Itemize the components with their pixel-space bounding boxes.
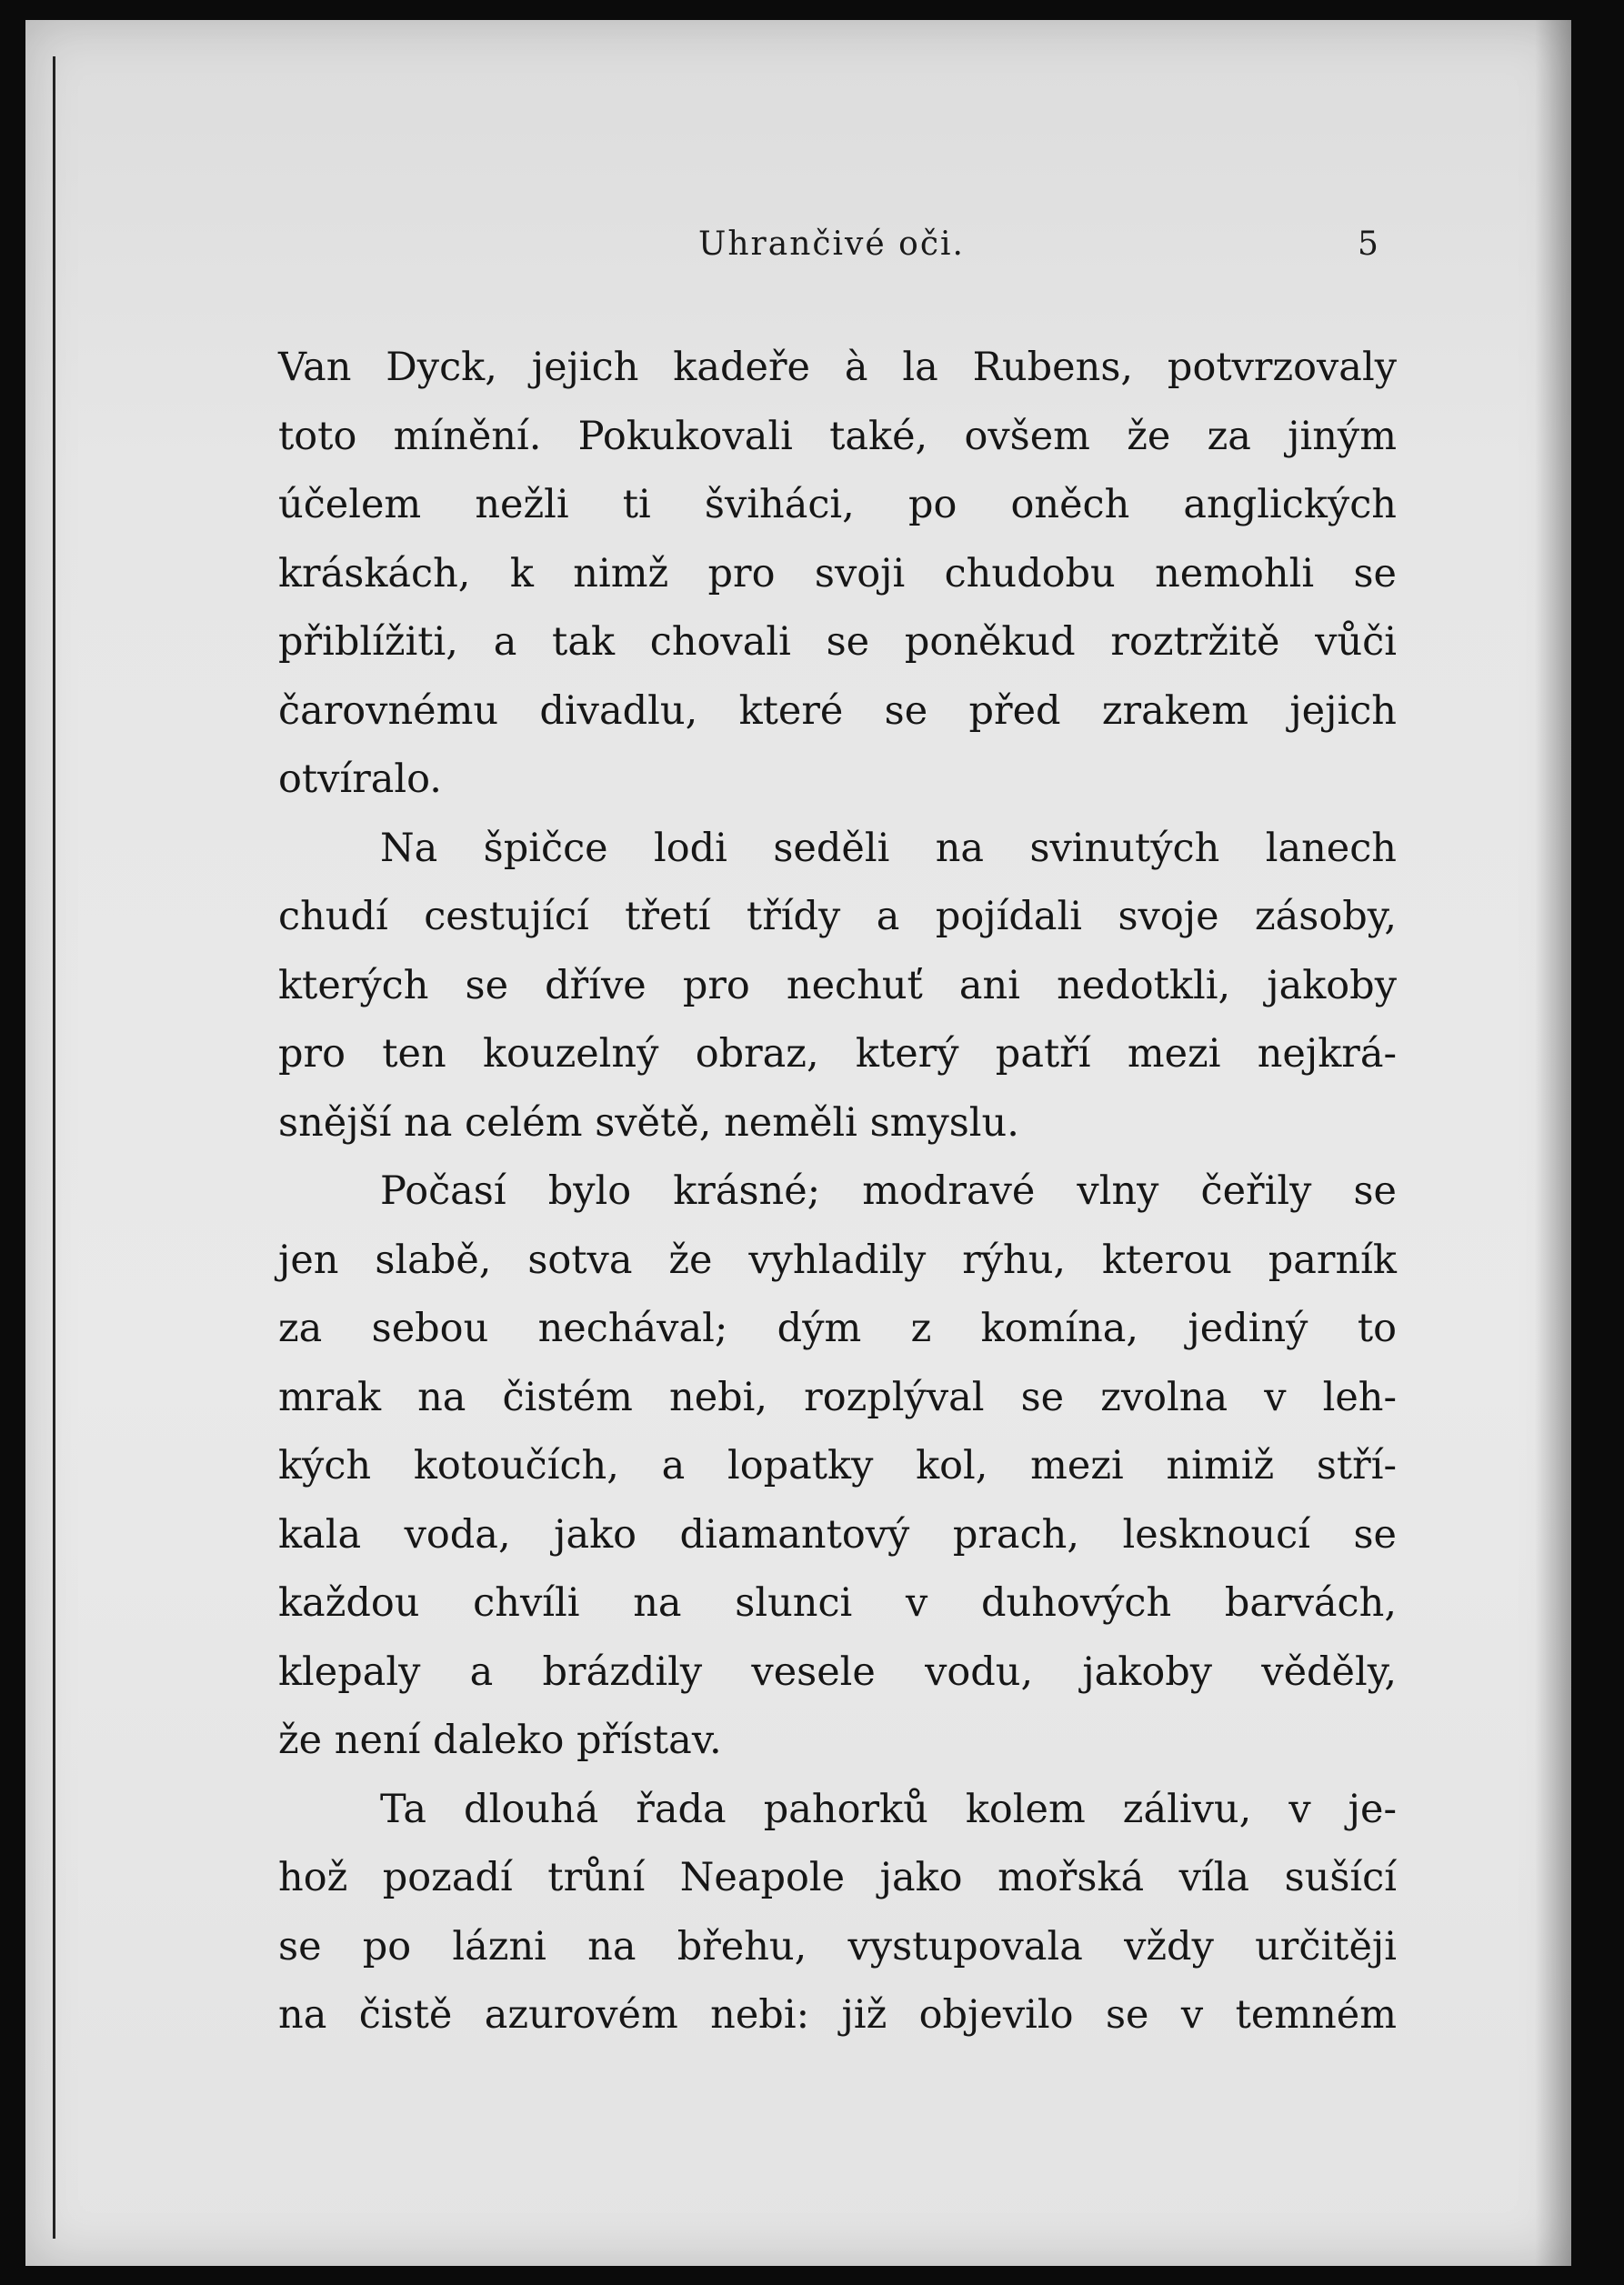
text-line: mrak na čistém nebi, rozplýval se zvolna v leh- [278,1374,1397,1420]
text-line: Van Dyck, jejich kadeře à la Rubens, potvrzovaly [278,345,1397,390]
text-line: hož pozadí trůní Neapole jako mořská víla sušící [278,1855,1397,1900]
body-text [278,334,1397,2050]
text-line: kých kotoučích, a lopatky kol, mezi nimiž stří- [278,1443,1397,1488]
text-line: otvíralo. [278,757,442,802]
binding-edge [53,56,55,2239]
text-line: Počasí bylo krásné; modravé vlny čeřily se [380,1168,1397,1214]
text-line: účelem nežli ti šviháci, po oněch anglických [278,482,1397,527]
running-title: Uhrančivé oči. [698,225,965,263]
text-line: čarovnému divadlu, které se před zrakem jejich [278,687,1397,734]
page-number: 5 [1358,225,1380,263]
text-line: kala voda, jako diamantový prach, lesknoucí se [278,1511,1397,1558]
text-line: za sebou nechával; dým z komína, jediný to [278,1306,1397,1351]
text-line: snější na celém světě, neměli smyslu. [278,1099,1019,1146]
text-line: každou chvíli na slunci v duhových barvách, [278,1580,1397,1626]
text-line: na čistě azurovém nebi: již objevilo se v temném [278,1992,1397,2038]
book-page [25,20,1571,2266]
text-line: klepaly a brázdily vesele vodu, jakoby věděly, [278,1649,1397,1695]
page-edge-shadow [1535,20,1571,2266]
text-line: přiblížiti, a tak chovali se poněkud roztržitě vůči [278,619,1397,665]
text-line: kterých se dříve pro nechuť ani nedotkli, jakoby [278,962,1397,1008]
text-line: chudí cestující třetí třídy a pojídali svoje zásoby, [278,894,1397,939]
text-line: Na špičce lodi seděli na svinutých lanech [380,825,1397,871]
text-line: se po lázni na břehu, vystupovala vždy určitěji [278,1923,1397,1969]
text-line: toto mínění. Pokukovali také, ovšem že za jiným [278,413,1397,459]
text-line: že není daleko přístav. [278,1718,722,1763]
text-line: pro ten kouzelný obraz, který patří mezi nejkrá- [278,1031,1397,1077]
text-line: jen slabě, sotva že vyhladily rýhu, kterou parník [278,1237,1397,1283]
text-line: kráskách, k nimž pro svoji chudobu nemohli se [278,550,1397,596]
text-line: Ta dlouhá řada pahorků kolem zálivu, v je- [380,1786,1397,1832]
